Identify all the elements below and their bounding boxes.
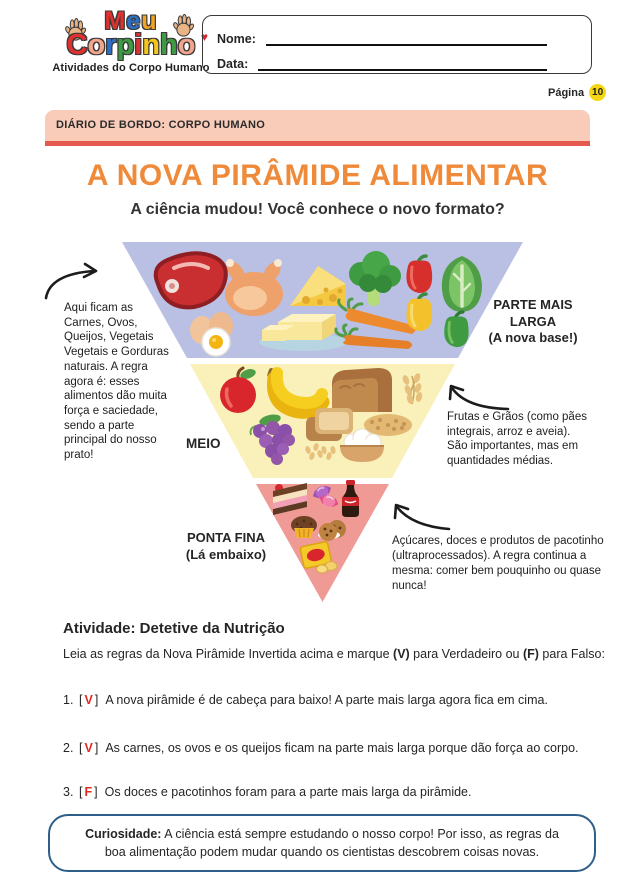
page-label: Página <box>548 86 585 99</box>
answer-slot[interactable]: [ V ] <box>79 693 99 707</box>
logo-letter: i <box>134 29 143 61</box>
bottom-section-note: Açúcares, doces e produtos de pacotinho (ultraprocessados). A regra continua a mesma: comer bem pouquinho ou quase nunca! <box>392 535 604 592</box>
question-text: A nova pirâmide é de cabeça para baixo! A parte mais larga agora fica em cima. <box>105 693 548 707</box>
top-section-note: Aqui ficam as Carnes, Ovos, Queijos, Vegetais Vegetais e Gorduras naturais. A regra agora é: esses alimentos dão muita força e saciedade, sendo a parte principal do nosso prato! <box>64 302 169 462</box>
question-row <box>63 784 608 801</box>
question-row <box>63 692 608 709</box>
logo-letter: p <box>116 29 135 61</box>
logo-word-2 <box>52 31 210 59</box>
logo-letter: C <box>66 29 88 61</box>
logo-letter: h <box>160 29 178 61</box>
date-label: Data: <box>217 57 249 71</box>
logo-letter: r <box>105 29 117 61</box>
arrow-to-bottom-section-icon <box>395 505 449 529</box>
curiosity-box <box>48 814 596 872</box>
true-mark-label: (V) <box>393 647 410 661</box>
bottom-section-label-sub: (Lá embaixo) <box>185 546 267 562</box>
logo-tagline: Atividades do Corpo Humano <box>52 62 210 74</box>
question-row <box>63 740 608 757</box>
section-banner <box>45 110 590 146</box>
heart-icon: ♥ <box>200 30 208 44</box>
logo <box>52 8 210 74</box>
logo-letter: o <box>177 29 196 61</box>
question-text: As carnes, os ovos e os queijos ficam na parte mais larga porque dão força ao corpo. <box>105 741 579 755</box>
answer-slot[interactable]: [ F ] <box>79 785 98 799</box>
logo-letter: M <box>104 7 127 35</box>
activity-heading: Atividade: Detetive da Nutrição <box>63 620 285 637</box>
answer-value: V <box>84 741 93 755</box>
name-label: Nome: <box>217 32 256 46</box>
question-number: 3. <box>63 785 74 799</box>
logo-letter: n <box>142 29 161 61</box>
top-section-label <box>458 297 608 347</box>
false-mark-label: (F) <box>522 647 539 661</box>
arrow-to-top-section-icon <box>46 264 96 298</box>
page-number-badge: 10 <box>589 84 606 101</box>
curiosity-label: Curiosidade: <box>85 827 162 841</box>
curiosity-body: A ciência está sempre estudando o nosso corpo! Por isso, as regras da boa alimentação podem mudar quando os cientistas descobrem coisas novas. <box>104 827 559 859</box>
bread-loaf-icon <box>332 368 392 412</box>
steak-icon <box>156 253 226 307</box>
top-section-label-sub: (A nova base!) <box>488 330 578 345</box>
page-subtitle: A ciência mudou! Você conhece o novo formato? <box>130 201 505 218</box>
question-number: 1. <box>63 693 74 707</box>
page-reference <box>548 84 606 101</box>
middle-section-label: MEIO <box>186 436 221 451</box>
activity-instructions: Leia as regras da Nova Pirâmide Invertida acima e marque (V) para Verdadeiro ou (F) para Falso: <box>63 647 605 661</box>
answer-value: F <box>84 785 93 799</box>
arrow-to-middle-section-icon <box>450 386 508 409</box>
page-title: A NOVA PIRÂMIDE ALIMENTAR <box>86 159 549 192</box>
name-input-line[interactable] <box>266 29 547 46</box>
answer-slot[interactable]: [ V ] <box>79 741 99 755</box>
section-banner-text: DIÁRIO DE BORDO: CORPO HUMANO <box>56 119 266 131</box>
logo-letter: e <box>126 7 142 35</box>
bottom-section-label <box>172 530 280 563</box>
question-number: 2. <box>63 741 74 755</box>
date-input-line[interactable] <box>258 54 547 71</box>
top-section-label-title: PARTE MAIS LARGA <box>493 297 573 329</box>
name-date-box <box>202 15 592 74</box>
question-text: Os doces e pacotinhos foram para a parte mais larga da pirâmide. <box>104 785 472 799</box>
answer-value: V <box>84 693 93 707</box>
middle-section-note: Frutas e Grãos (como pães integrais, arroz e aveia). São importantes, mas em quantidades médias. <box>447 411 587 468</box>
logo-letter: o <box>87 29 106 61</box>
bottom-section-label-title: PONTA FINA <box>187 530 265 545</box>
logo-letter: u <box>141 7 158 35</box>
granola-icon <box>364 414 412 436</box>
